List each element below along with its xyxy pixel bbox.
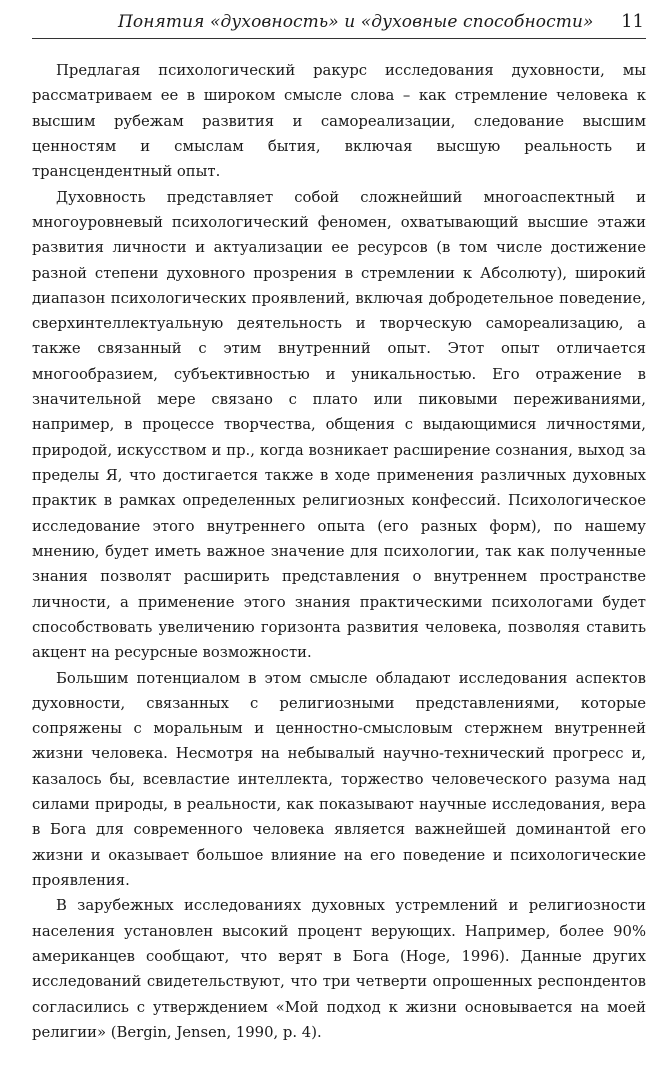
page-header xyxy=(32,8,646,39)
body-text xyxy=(32,58,646,1045)
paragraph-1: Предлагая психологический ракурс исследования духовности, мы рассматриваем ее в широком смысле слова – как стремление человека к высшим рубежам развития и самореализации, следование высшим ценностям и смыслам бытия, включая высшую реальность и трансцендентный опыт. xyxy=(32,62,646,181)
paragraph-3: Большим потенциалом в этом смысле обладают исследования аспектов духовности, связанных с религиозными представлениями, которые сопряжены с моральным и ценностно-смысловым стержнем внутренней жизни человека. Несмотря на небывалый научно-технический прогресс и, казалось бы, всевластие интеллекта, торжество человеческого разума над силами природы, в реальности, как показывают научные исследования, вера в Бога для современного человека является важнейшей доминантой его жизни и оказывает большое влияние на его поведение и психологические проявления. xyxy=(32,669,646,889)
page-number: 11 xyxy=(621,11,644,32)
paragraph-4: В зарубежных исследованиях духовных устремлений и религиозности населения установлен высокий процент верующих. Например, более 90% американцев сообщают, что верят в Бога (Hoge, 1996). Данные других исследований свидетельствуют, что три четверти опрошенных респондентов согласились с утверждением «Мой подход к жизни основывается на моей религии» (Bergin, Jensen, 1990, p. 4). xyxy=(32,897,646,1041)
paragraph-2: Духовность представляет собой сложнейший многоаспектный и многоуровневый психологический феномен, охватывающий высшие этажи развития личности и актуализации ее ресурсов (в том числе достижение разной степени духовного прозрения в стремлении к Абсолюту), широкий диапазон психологических проявлений, включая добродетельное поведение, сверхинтеллектуальную деятельность и творческую самореализацию, а также связанный с этим внутренний опыт. Этот опыт отличается многообразием, субъективностью и уникальностью. Его отражение в значительной мере связано с плато или пиковыми переживаниями, например, в процессе творчества, общения с выдающимися личностями, природой, искусством и пр., когда возникает расширение сознания, выход за пределы Я, что достигается также в ходе применения различных духовных практик в рамках определенных религиозных конфессий. Психологическое исследование этого внутреннего опыта (его разных форм), по нашему мнению, будет иметь важное значение для психологии, так как полученные знания позволят расширить представления о внутреннем пространстве личности, а применение этого знания практическими психологами будет способствовать увеличению горизонта развития человека, позволяя ставить акцент на ресурсные возможности. xyxy=(32,188,646,662)
running-title: Понятия «духовность» и «духовные способности» xyxy=(118,12,594,32)
